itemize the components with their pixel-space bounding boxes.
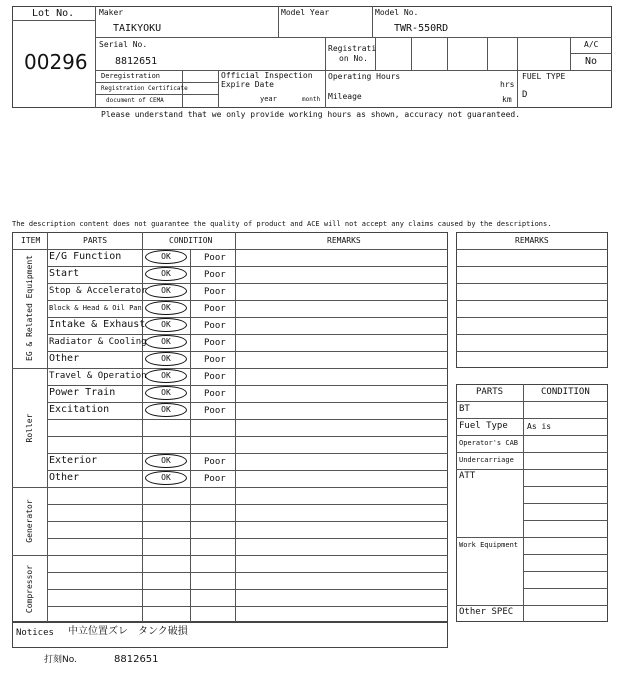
part-power-train: Power Train [49,387,116,398]
ok-oval: OK [145,352,187,366]
lot-no-value: 00296 [24,50,88,74]
notices-text: 中立位置ズレ タンク破損 [68,626,188,637]
col-parts-header: PARTS [83,236,108,245]
right-operators-cab-label: Operator's CAB [459,439,519,447]
cema-label: document of CEMA [106,97,164,104]
model-year-label: Model Year [281,8,330,17]
mileage-label: Mileage [328,92,362,101]
maker-label: Maker [99,8,124,17]
right-undercarriage-label: Undercarriage [459,456,514,464]
operating-hours-label: Operating Hours [328,72,401,81]
ok-oval: OK [145,301,187,315]
official-inspection-label-2: Expire Date [221,80,274,89]
part-exterior: Exterior [49,455,98,466]
ok-oval: OK [145,471,187,485]
right-condition-header: CONDITION [541,387,590,397]
notices-label: Notices [16,628,54,638]
stamp-no-label: 打刻No. [44,655,77,665]
part-stop-accelerator: Stop & Accelerator [49,286,147,296]
serial-no-label: Serial No. [99,40,148,49]
part-travel-operation: Travel & Operation [49,371,147,381]
year-label: year [260,95,277,103]
poor-label: Poor [204,304,226,314]
poor-label: Poor [204,406,226,416]
ok-oval: OK [145,250,187,264]
ac-label: A/C [584,40,599,49]
right-other-spec-label: Other SPEC [459,607,514,617]
ok-oval: OK [145,318,187,332]
ok-oval: OK [145,335,187,349]
fuel-type-value: D [522,90,528,100]
registration-label-2: on No. [339,54,368,63]
ac-value: No [585,56,598,67]
part-eg-function: E/G Function [49,251,122,262]
ok-oval: OK [145,369,187,383]
poor-label: Poor [204,457,226,467]
disclaimer-table: The description content does not guarantee the quality of product and ACE will not accept any claims caused by the descriptions. [12,220,552,228]
maker-value: TAIKYOKU [113,23,162,34]
model-no-value: TWR-550RD [394,23,449,34]
ok-oval: OK [145,284,187,298]
poor-label: Poor [204,355,226,365]
right-parts-header: PARTS [476,387,504,397]
registration-label-1: Registrati [328,44,377,53]
group-label-roller: Roller [25,413,34,443]
serial-no-value: 8812651 [115,56,158,67]
group-label-generator: Generator [25,499,34,543]
ok-oval: OK [145,454,187,468]
poor-label: Poor [204,372,226,382]
right-bt-label: BT [459,404,470,414]
model-no-label: Model No. [375,8,419,17]
official-inspection-label-1: Official Inspection [221,71,313,80]
deregistration-label: Deregistration [101,72,161,80]
ok-oval: OK [145,403,187,417]
ok-oval: OK [145,267,187,281]
col-condition-header: CONDITION [169,236,213,245]
poor-label: Poor [204,338,226,348]
poor-label: Poor [204,389,226,399]
ok-oval: OK [145,386,187,400]
km-label: km [502,95,512,104]
lot-no-label: Lot No. [32,8,75,19]
part-roller-other: Other [49,472,80,483]
group-label-eg: EG & Related Equipment [25,255,34,361]
disclaimer-top: Please understand that we only provide working hours as shown, accuracy not guaranteed. [101,110,521,119]
hrs-label: hrs [500,80,515,89]
col-item-header: ITEM [21,236,41,245]
right-att-label: ATT [459,471,476,481]
right-fuel-type-value: As is [527,422,552,431]
group-label-compressor: Compressor [25,564,34,614]
right-fuel-type-label: Fuel Type [459,421,508,431]
part-radiator-cooling: Radiator & Cooling [49,337,147,347]
poor-label: Poor [204,321,226,331]
poor-label: Poor [204,474,226,484]
poor-label: Poor [204,287,226,297]
right-remarks-header: REMARKS [515,236,549,245]
part-start: Start [49,268,80,279]
part-block-head-oil-pan: Block & Head & Oil Pan [49,304,142,312]
part-excitation: Excitation [49,404,110,415]
right-work-equipment-label: Work Equipment [459,541,519,549]
fuel-type-label: FUEL TYPE [522,72,566,81]
poor-label: Poor [204,270,226,280]
month-label: month [302,96,321,103]
col-remarks-header: REMARKS [327,236,361,245]
part-eg-other: Other [49,353,80,364]
registration-certificate-label: Registration Certificate [101,85,188,92]
part-intake-exhaust: Intake & Exhaust [49,319,146,330]
stamp-no-value: 8812651 [114,654,159,665]
poor-label: Poor [204,253,226,263]
